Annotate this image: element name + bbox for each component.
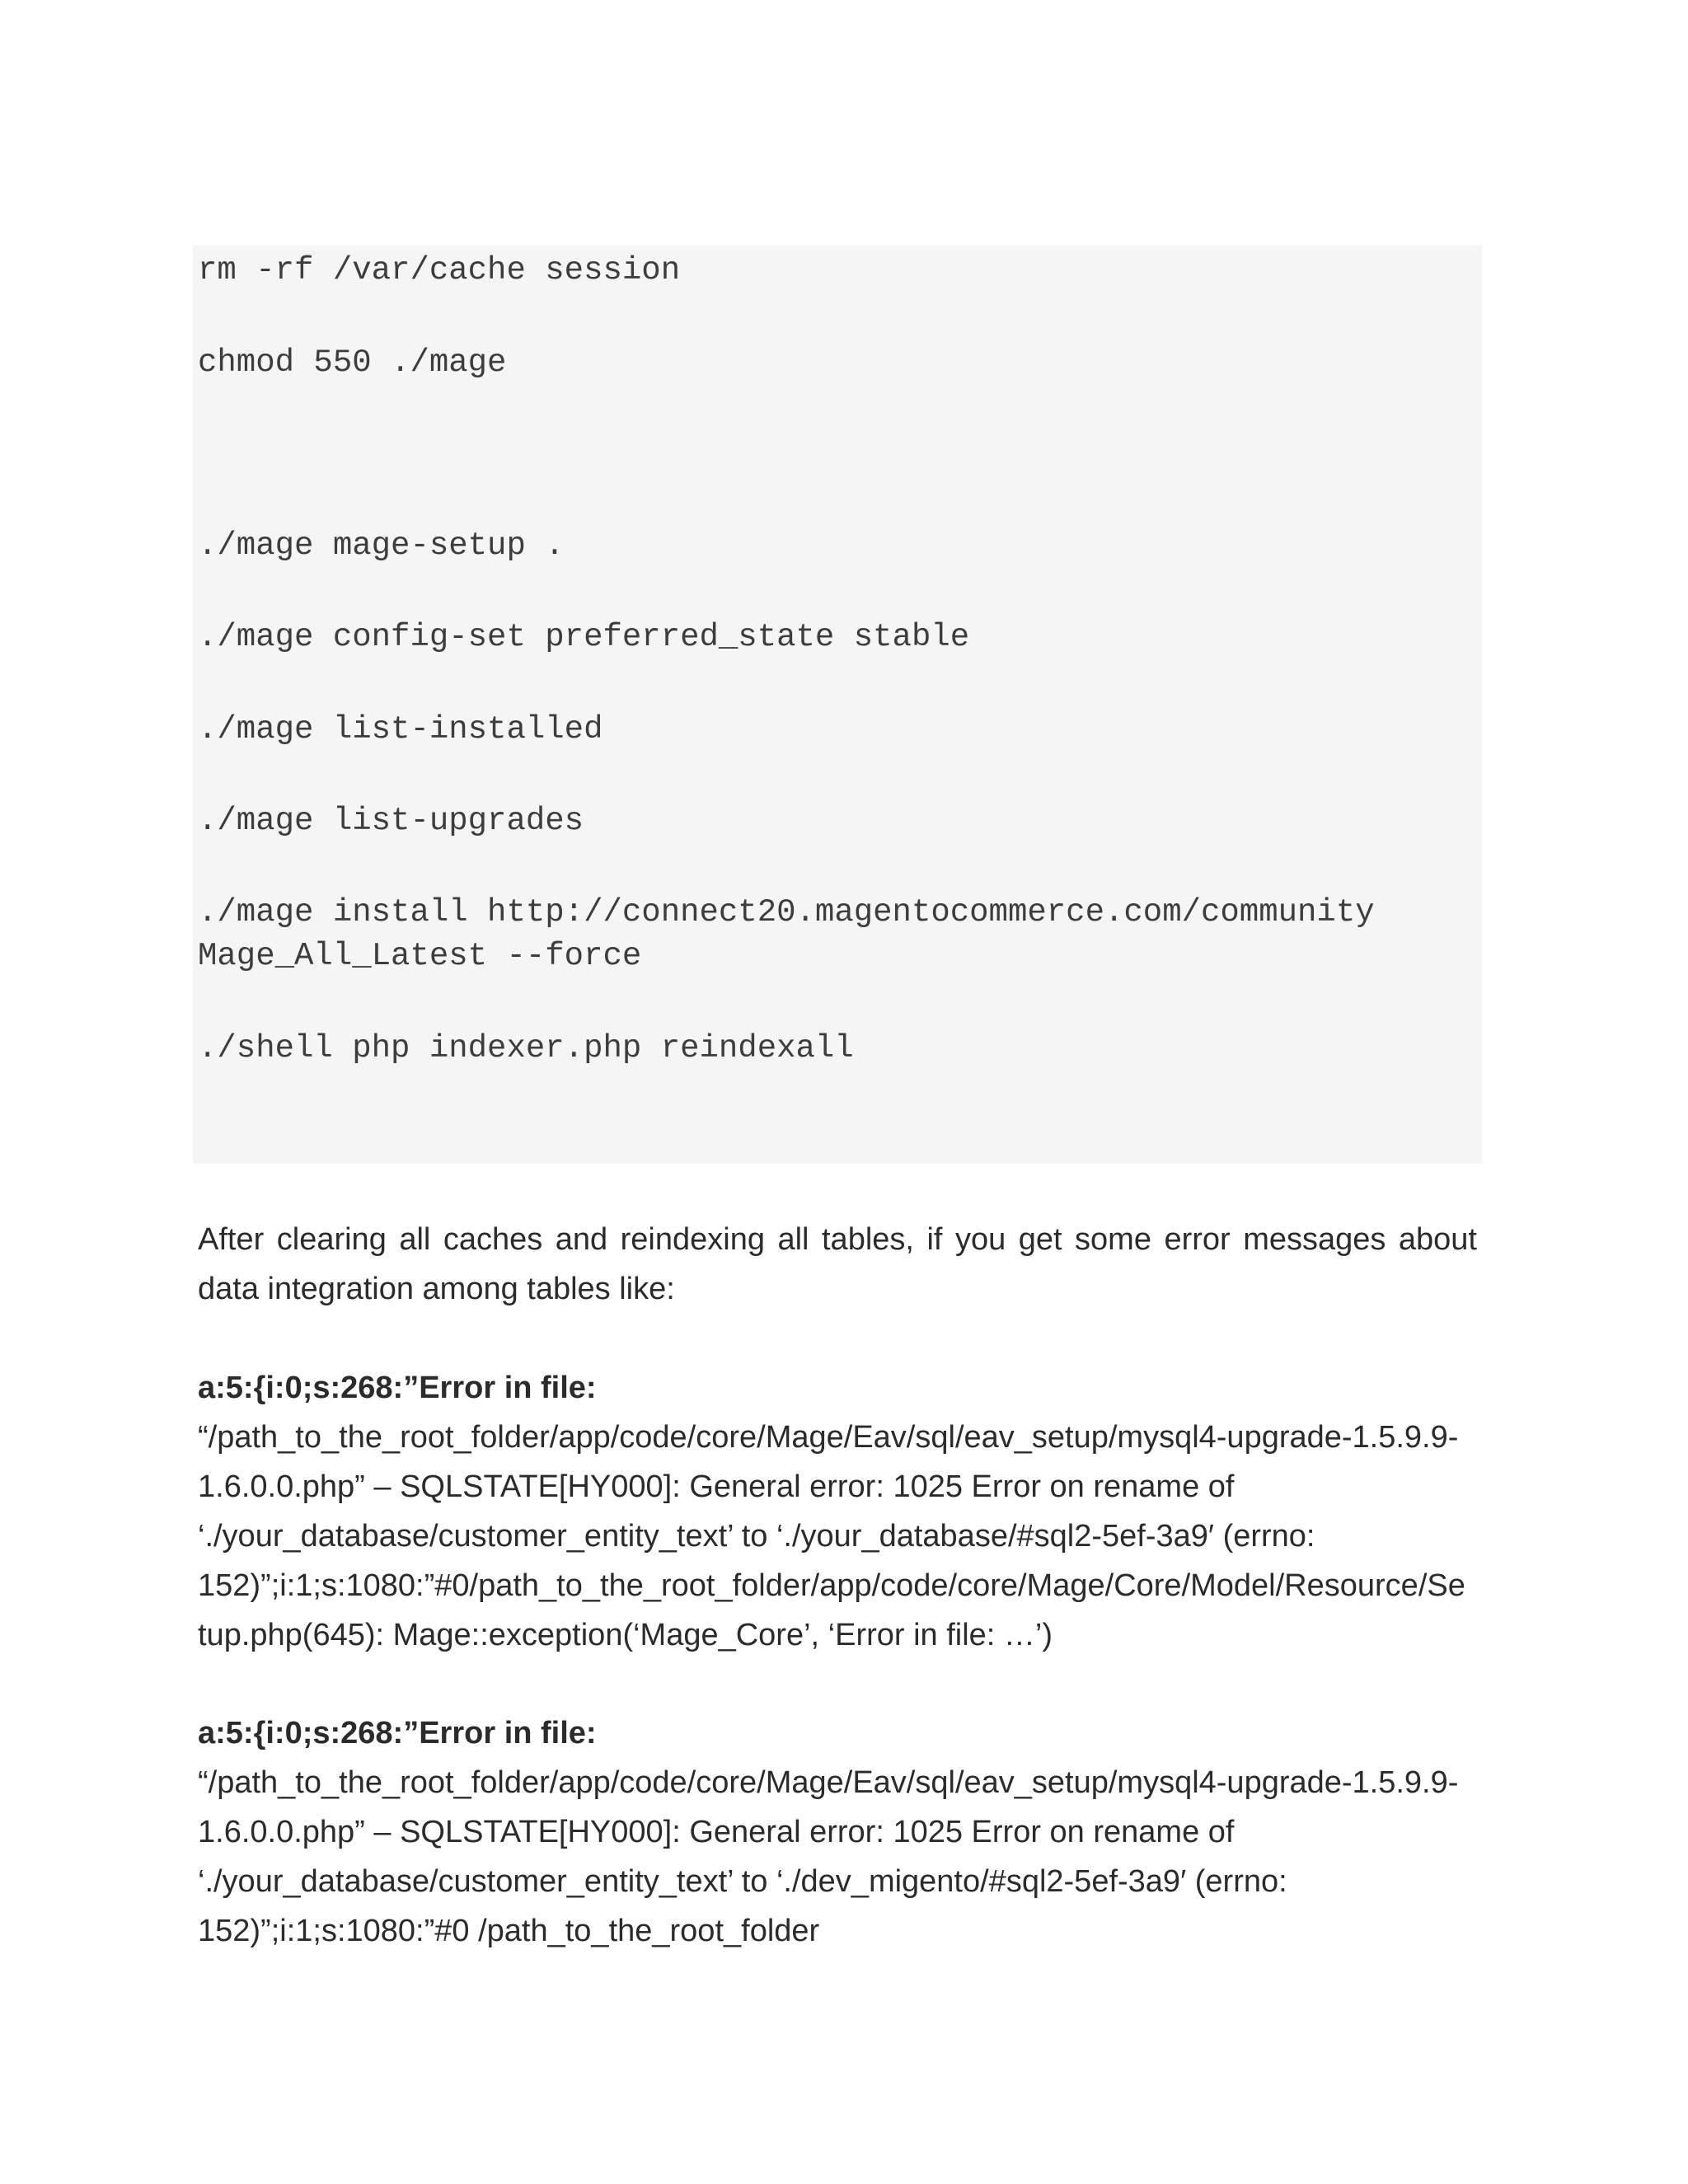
error-line: ‘./your_database/customer_entity_text’ to ‘./your_database/#sql2-5ef-3a9′ (errno: bbox=[198, 1519, 1315, 1554]
error-line: “/path_to_the_root_folder/app/code/core/Mage/Eav/sql/eav_setup/mysql4-upgrade-1.5.9.9- bbox=[198, 1420, 1459, 1455]
error-line: tup.php(645): Mage::exception(‘Mage_Core’, ‘Error in file: …’) bbox=[198, 1618, 1053, 1652]
code-line: ./mage mage-setup . bbox=[198, 527, 565, 564]
error-heading: a:5:{i:0;s:268:”Error in file: bbox=[198, 1371, 597, 1405]
code-line: ./shell php indexer.php reindexall bbox=[198, 1030, 854, 1066]
code-line: ./mage list-upgrades bbox=[198, 803, 584, 839]
error-line: “/path_to_the_root_folder/app/code/core/Mage/Eav/sql/eav_setup/mysql4-upgrade-1.5.9.9- bbox=[198, 1765, 1459, 1800]
error-line: 1.6.0.0.php” – SQLSTATE[HY000]: General error: 1025 Error on rename of bbox=[198, 1469, 1235, 1504]
error-line: 1.6.0.0.php” – SQLSTATE[HY000]: General error: 1025 Error on rename of bbox=[198, 1815, 1235, 1849]
intro-paragraph: After clearing all caches and reindexing all tables, if you get some error messages about data integration among tables like: bbox=[198, 1222, 1477, 1306]
error-heading: a:5:{i:0;s:268:”Error in file: bbox=[198, 1716, 597, 1750]
code-line: Mage_All_Latest --force bbox=[198, 938, 642, 974]
error-line: 152)”;i:1;s:1080:”#0 /path_to_the_root_folder bbox=[198, 1914, 820, 1948]
code-line: chmod 550 ./mage bbox=[198, 344, 507, 381]
code-line: ./mage list-installed bbox=[198, 711, 603, 748]
error-line: 152)”;i:1;s:1080:”#0/path_to_the_root_folder/app/code/core/Mage/Core/Model/Resource/Se bbox=[198, 1568, 1465, 1603]
error-line: ‘./your_database/customer_entity_text’ to ‘./dev_migento/#sql2-5ef-3a9′ (errno: bbox=[198, 1864, 1287, 1899]
code-line: rm -rf /var/cache session bbox=[198, 252, 681, 288]
code-line: ./mage install http://connect20.magentocommerce.com/community bbox=[198, 894, 1375, 930]
code-line: ./mage config-set preferred_state stable bbox=[198, 619, 970, 655]
